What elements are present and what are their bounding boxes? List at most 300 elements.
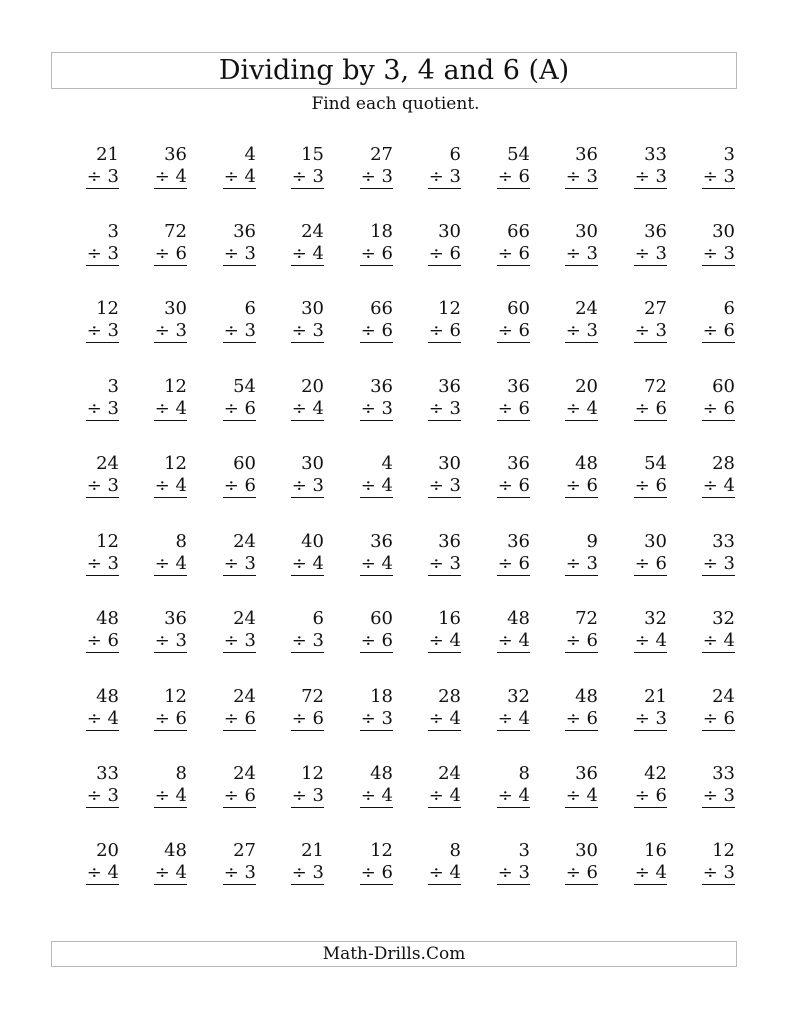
division-problem: [607, 840, 667, 885]
dividend: 8: [518, 763, 530, 784]
divisor: ÷ 3: [702, 862, 735, 883]
divisor: ÷ 6: [86, 630, 119, 651]
division-problem: [675, 531, 735, 576]
dividend: 24: [575, 298, 598, 319]
dividend: 72: [575, 608, 598, 629]
division-problem: [538, 453, 598, 498]
divisor: ÷ 4: [360, 553, 393, 574]
dividend: 48: [575, 686, 598, 707]
divisor: ÷ 3: [360, 166, 393, 187]
division-problem: [470, 453, 530, 498]
divisor: ÷ 3: [86, 553, 119, 574]
divisor: ÷ 6: [360, 630, 393, 651]
dividend: 16: [438, 608, 461, 629]
dividend: 32: [644, 608, 667, 629]
dividend: 36: [575, 763, 598, 784]
divisor: ÷ 6: [565, 630, 598, 651]
dividend: 48: [575, 453, 598, 474]
dividend: 12: [164, 686, 187, 707]
divisor: ÷ 6: [223, 398, 256, 419]
divisor: ÷ 6: [291, 708, 324, 729]
division-problem: [264, 531, 324, 576]
division-problem: [401, 840, 461, 885]
divisor: ÷ 3: [86, 475, 119, 496]
dividend: 32: [507, 686, 530, 707]
dividend: 3: [107, 376, 119, 397]
division-problem: [675, 144, 735, 189]
dividend: 48: [507, 608, 530, 629]
dividend: 12: [164, 376, 187, 397]
divisor: ÷ 4: [86, 862, 119, 883]
division-problem: [127, 298, 187, 343]
divisor: ÷ 4: [291, 243, 324, 264]
footer-text: Math-Drills.Com: [322, 944, 466, 964]
dividend: 24: [233, 531, 256, 552]
divisor: ÷ 4: [497, 708, 530, 729]
dividend: 30: [575, 840, 598, 861]
divisor: ÷ 3: [702, 166, 735, 187]
dividend: 24: [233, 608, 256, 629]
dividend: 20: [96, 840, 119, 861]
dividend: 9: [586, 531, 598, 552]
division-problem: [127, 840, 187, 885]
divisor: ÷ 6: [360, 243, 393, 264]
division-problem: [470, 298, 530, 343]
divisor: ÷ 6: [634, 785, 667, 806]
division-problem: [470, 840, 530, 885]
divisor: ÷ 6: [702, 708, 735, 729]
division-problem: [127, 376, 187, 421]
divisor: ÷ 3: [154, 320, 187, 341]
divisor: ÷ 6: [360, 862, 393, 883]
dividend: 36: [438, 531, 461, 552]
dividend: 12: [96, 531, 119, 552]
dividend: 30: [644, 531, 667, 552]
divisor: ÷ 3: [291, 166, 324, 187]
division-problem: [401, 686, 461, 731]
divisor: ÷ 6: [634, 398, 667, 419]
divisor: ÷ 3: [634, 320, 667, 341]
division-problem: [333, 376, 393, 421]
dividend: 18: [370, 686, 393, 707]
divisor: ÷ 3: [291, 785, 324, 806]
division-problem: [470, 608, 530, 653]
division-problem: [675, 686, 735, 731]
dividend: 28: [712, 453, 735, 474]
divisor: ÷ 3: [86, 785, 119, 806]
division-problem: [675, 376, 735, 421]
division-problem: [470, 376, 530, 421]
divisor: ÷ 3: [223, 553, 256, 574]
divisor: ÷ 4: [497, 785, 530, 806]
divisor: ÷ 3: [634, 166, 667, 187]
divisor: ÷ 6: [497, 166, 530, 187]
dividend: 33: [712, 531, 735, 552]
divisor: ÷ 3: [360, 398, 393, 419]
divisor: ÷ 6: [497, 398, 530, 419]
division-problem: [538, 608, 598, 653]
dividend: 6: [723, 298, 735, 319]
divisor: ÷ 3: [291, 320, 324, 341]
dividend: 30: [301, 298, 324, 319]
dividend: 12: [164, 453, 187, 474]
divisor: ÷ 3: [223, 243, 256, 264]
dividend: 36: [438, 376, 461, 397]
dividend: 30: [438, 453, 461, 474]
division-problem: [127, 686, 187, 731]
division-problem: [264, 144, 324, 189]
dividend: 66: [370, 298, 393, 319]
dividend: 21: [644, 686, 667, 707]
dividend: 54: [644, 453, 667, 474]
divisor: ÷ 4: [702, 475, 735, 496]
divisor: ÷ 4: [291, 398, 324, 419]
divisor: ÷ 3: [634, 243, 667, 264]
divisor: ÷ 6: [497, 243, 530, 264]
dividend: 8: [175, 763, 187, 784]
dividend: 27: [233, 840, 256, 861]
dividend: 48: [96, 686, 119, 707]
division-problem: [59, 376, 119, 421]
dividend: 30: [575, 221, 598, 242]
divisor: ÷ 4: [428, 708, 461, 729]
divisor: ÷ 6: [634, 553, 667, 574]
division-problem: [401, 531, 461, 576]
division-problem: [333, 221, 393, 266]
division-problem: [538, 376, 598, 421]
division-problem: [196, 763, 256, 808]
divisor: ÷ 3: [565, 553, 598, 574]
dividend: 24: [712, 686, 735, 707]
divisor: ÷ 6: [223, 475, 256, 496]
division-problem: [196, 840, 256, 885]
dividend: 3: [723, 144, 735, 165]
division-problem: [59, 840, 119, 885]
division-problem: [333, 144, 393, 189]
dividend: 36: [233, 221, 256, 242]
divisor: ÷ 6: [634, 475, 667, 496]
divisor: ÷ 4: [154, 553, 187, 574]
divisor: ÷ 3: [86, 398, 119, 419]
division-problem: [675, 298, 735, 343]
divisor: ÷ 4: [428, 785, 461, 806]
divisor: ÷ 6: [565, 862, 598, 883]
division-problem: [264, 376, 324, 421]
divisor: ÷ 4: [497, 630, 530, 651]
divisor: ÷ 3: [565, 243, 598, 264]
division-problem: [196, 144, 256, 189]
division-problem: [470, 531, 530, 576]
dividend: 3: [518, 840, 530, 861]
dividend: 6: [244, 298, 256, 319]
division-problem: [333, 298, 393, 343]
dividend: 36: [644, 221, 667, 242]
divisor: ÷ 4: [634, 862, 667, 883]
divisor: ÷ 3: [634, 708, 667, 729]
divisor: ÷ 4: [565, 398, 598, 419]
dividend: 40: [301, 531, 324, 552]
dividend: 3: [107, 221, 119, 242]
division-problem: [538, 144, 598, 189]
divisor: ÷ 3: [291, 862, 324, 883]
division-problem: [264, 840, 324, 885]
divisor: ÷ 4: [565, 785, 598, 806]
divisor: ÷ 3: [565, 166, 598, 187]
dividend: 6: [449, 144, 461, 165]
division-problem: [675, 221, 735, 266]
divisor: ÷ 3: [223, 630, 256, 651]
divisor: ÷ 4: [634, 630, 667, 651]
dividend: 60: [712, 376, 735, 397]
dividend: 24: [233, 763, 256, 784]
division-problem: [59, 531, 119, 576]
division-problem: [538, 763, 598, 808]
dividend: 54: [507, 144, 530, 165]
divisor: ÷ 3: [223, 862, 256, 883]
dividend: 42: [644, 763, 667, 784]
division-problem: [264, 763, 324, 808]
dividend: 54: [233, 376, 256, 397]
instruction-text: Find each quotient.: [311, 94, 480, 114]
dividend: 20: [575, 376, 598, 397]
dividend: 66: [507, 221, 530, 242]
dividend: 6: [312, 608, 324, 629]
dividend: 36: [507, 376, 530, 397]
division-problem: [607, 686, 667, 731]
divisor: ÷ 6: [223, 708, 256, 729]
divisor: ÷ 6: [565, 708, 598, 729]
dividend: 60: [507, 298, 530, 319]
dividend: 32: [712, 608, 735, 629]
divisor: ÷ 4: [428, 862, 461, 883]
dividend: 30: [301, 453, 324, 474]
dividend: 27: [644, 298, 667, 319]
division-problem: [127, 763, 187, 808]
dividend: 60: [233, 453, 256, 474]
division-problem: [333, 531, 393, 576]
division-problem: [470, 686, 530, 731]
footer-box: [51, 941, 737, 967]
dividend: 4: [244, 144, 256, 165]
dividend: 24: [96, 453, 119, 474]
divisor: ÷ 6: [497, 475, 530, 496]
division-problem: [675, 453, 735, 498]
division-problem: [675, 763, 735, 808]
division-problem: [333, 763, 393, 808]
division-problem: [333, 608, 393, 653]
divisor: ÷ 3: [86, 166, 119, 187]
page-title: Dividing by 3, 4 and 6 (A): [218, 55, 570, 86]
divisor: ÷ 3: [428, 553, 461, 574]
division-problem: [538, 298, 598, 343]
dividend: 36: [164, 144, 187, 165]
divisor: ÷ 4: [360, 475, 393, 496]
division-problem: [264, 298, 324, 343]
dividend: 72: [301, 686, 324, 707]
dividend: 15: [301, 144, 324, 165]
division-problem: [401, 221, 461, 266]
dividend: 36: [507, 531, 530, 552]
divisor: ÷ 3: [497, 862, 530, 883]
divisor: ÷ 6: [497, 320, 530, 341]
divisor: ÷ 3: [360, 708, 393, 729]
divisor: ÷ 4: [428, 630, 461, 651]
dividend: 12: [438, 298, 461, 319]
dividend: 21: [96, 144, 119, 165]
divisor: ÷ 3: [702, 785, 735, 806]
divisor: ÷ 6: [702, 398, 735, 419]
division-problem: [538, 686, 598, 731]
dividend: 4: [381, 453, 393, 474]
divisor: ÷ 3: [291, 475, 324, 496]
divisor: ÷ 4: [291, 553, 324, 574]
division-problem: [538, 840, 598, 885]
dividend: 36: [370, 376, 393, 397]
division-problem: [470, 221, 530, 266]
dividend: 36: [164, 608, 187, 629]
dividend: 12: [301, 763, 324, 784]
division-problem: [333, 686, 393, 731]
division-problem: [127, 531, 187, 576]
dividend: 30: [712, 221, 735, 242]
divisor: ÷ 6: [154, 708, 187, 729]
dividend: 48: [164, 840, 187, 861]
dividend: 8: [175, 531, 187, 552]
dividend: 12: [370, 840, 393, 861]
dividend: 28: [438, 686, 461, 707]
division-problem: [401, 608, 461, 653]
division-problem: [675, 840, 735, 885]
division-problem: [401, 376, 461, 421]
division-problem: [607, 763, 667, 808]
divisor: ÷ 3: [702, 553, 735, 574]
division-problem: [127, 453, 187, 498]
divisor: ÷ 3: [428, 398, 461, 419]
division-problem: [59, 608, 119, 653]
division-problem: [196, 686, 256, 731]
dividend: 24: [301, 221, 324, 242]
divisor: ÷ 4: [360, 785, 393, 806]
divisor: ÷ 3: [223, 320, 256, 341]
divisor: ÷ 4: [154, 785, 187, 806]
divisor: ÷ 3: [702, 243, 735, 264]
dividend: 16: [644, 840, 667, 861]
dividend: 36: [575, 144, 598, 165]
divisor: ÷ 4: [223, 166, 256, 187]
dividend: 27: [370, 144, 393, 165]
divisor: ÷ 3: [86, 243, 119, 264]
division-problem: [196, 221, 256, 266]
divisor: ÷ 6: [154, 243, 187, 264]
divisor: ÷ 3: [428, 166, 461, 187]
divisor: ÷ 4: [154, 398, 187, 419]
dividend: 18: [370, 221, 393, 242]
dividend: 72: [164, 221, 187, 242]
division-problem: [264, 221, 324, 266]
division-problem: [264, 453, 324, 498]
division-problem: [401, 763, 461, 808]
divisor: ÷ 6: [223, 785, 256, 806]
division-problem: [607, 298, 667, 343]
division-problem: [59, 763, 119, 808]
dividend: 12: [96, 298, 119, 319]
division-problem: [196, 376, 256, 421]
division-problem: [401, 144, 461, 189]
division-problem: [607, 453, 667, 498]
divisor: ÷ 6: [360, 320, 393, 341]
divisor: ÷ 4: [702, 630, 735, 651]
dividend: 12: [712, 840, 735, 861]
division-problem: [470, 763, 530, 808]
division-problem: [607, 376, 667, 421]
divisor: ÷ 4: [154, 166, 187, 187]
divisor: ÷ 3: [291, 630, 324, 651]
division-problem: [59, 221, 119, 266]
divisor: ÷ 3: [86, 320, 119, 341]
dividend: 30: [438, 221, 461, 242]
divisor: ÷ 3: [154, 630, 187, 651]
dividend: 30: [164, 298, 187, 319]
division-problem: [538, 531, 598, 576]
dividend: 48: [96, 608, 119, 629]
division-problem: [607, 531, 667, 576]
dividend: 60: [370, 608, 393, 629]
division-problem: [127, 144, 187, 189]
division-problem: [59, 144, 119, 189]
divisor: ÷ 6: [565, 475, 598, 496]
division-problem: [401, 453, 461, 498]
division-problem: [196, 298, 256, 343]
dividend: 24: [233, 686, 256, 707]
divisor: ÷ 4: [154, 475, 187, 496]
division-problem: [127, 221, 187, 266]
dividend: 33: [96, 763, 119, 784]
dividend: 72: [644, 376, 667, 397]
division-problem: [470, 144, 530, 189]
dividend: 36: [370, 531, 393, 552]
dividend: 24: [438, 763, 461, 784]
divisor: ÷ 4: [86, 708, 119, 729]
division-problem: [264, 686, 324, 731]
division-problem: [59, 686, 119, 731]
division-problem: [196, 608, 256, 653]
division-problem: [59, 298, 119, 343]
dividend: 33: [644, 144, 667, 165]
division-problem: [264, 608, 324, 653]
division-problem: [401, 298, 461, 343]
division-problem: [59, 453, 119, 498]
division-problem: [607, 608, 667, 653]
division-problem: [607, 221, 667, 266]
divisor: ÷ 6: [428, 243, 461, 264]
divisor: ÷ 6: [428, 320, 461, 341]
dividend: 8: [449, 840, 461, 861]
division-problem: [607, 144, 667, 189]
divisor: ÷ 3: [565, 320, 598, 341]
division-problem: [196, 453, 256, 498]
divisor: ÷ 3: [428, 475, 461, 496]
division-problem: [538, 221, 598, 266]
dividend: 36: [507, 453, 530, 474]
divisor: ÷ 6: [497, 553, 530, 574]
dividend: 48: [370, 763, 393, 784]
divisor: ÷ 6: [702, 320, 735, 341]
dividend: 33: [712, 763, 735, 784]
division-problem: [333, 840, 393, 885]
division-problem: [333, 453, 393, 498]
division-problem: [675, 608, 735, 653]
dividend: 20: [301, 376, 324, 397]
